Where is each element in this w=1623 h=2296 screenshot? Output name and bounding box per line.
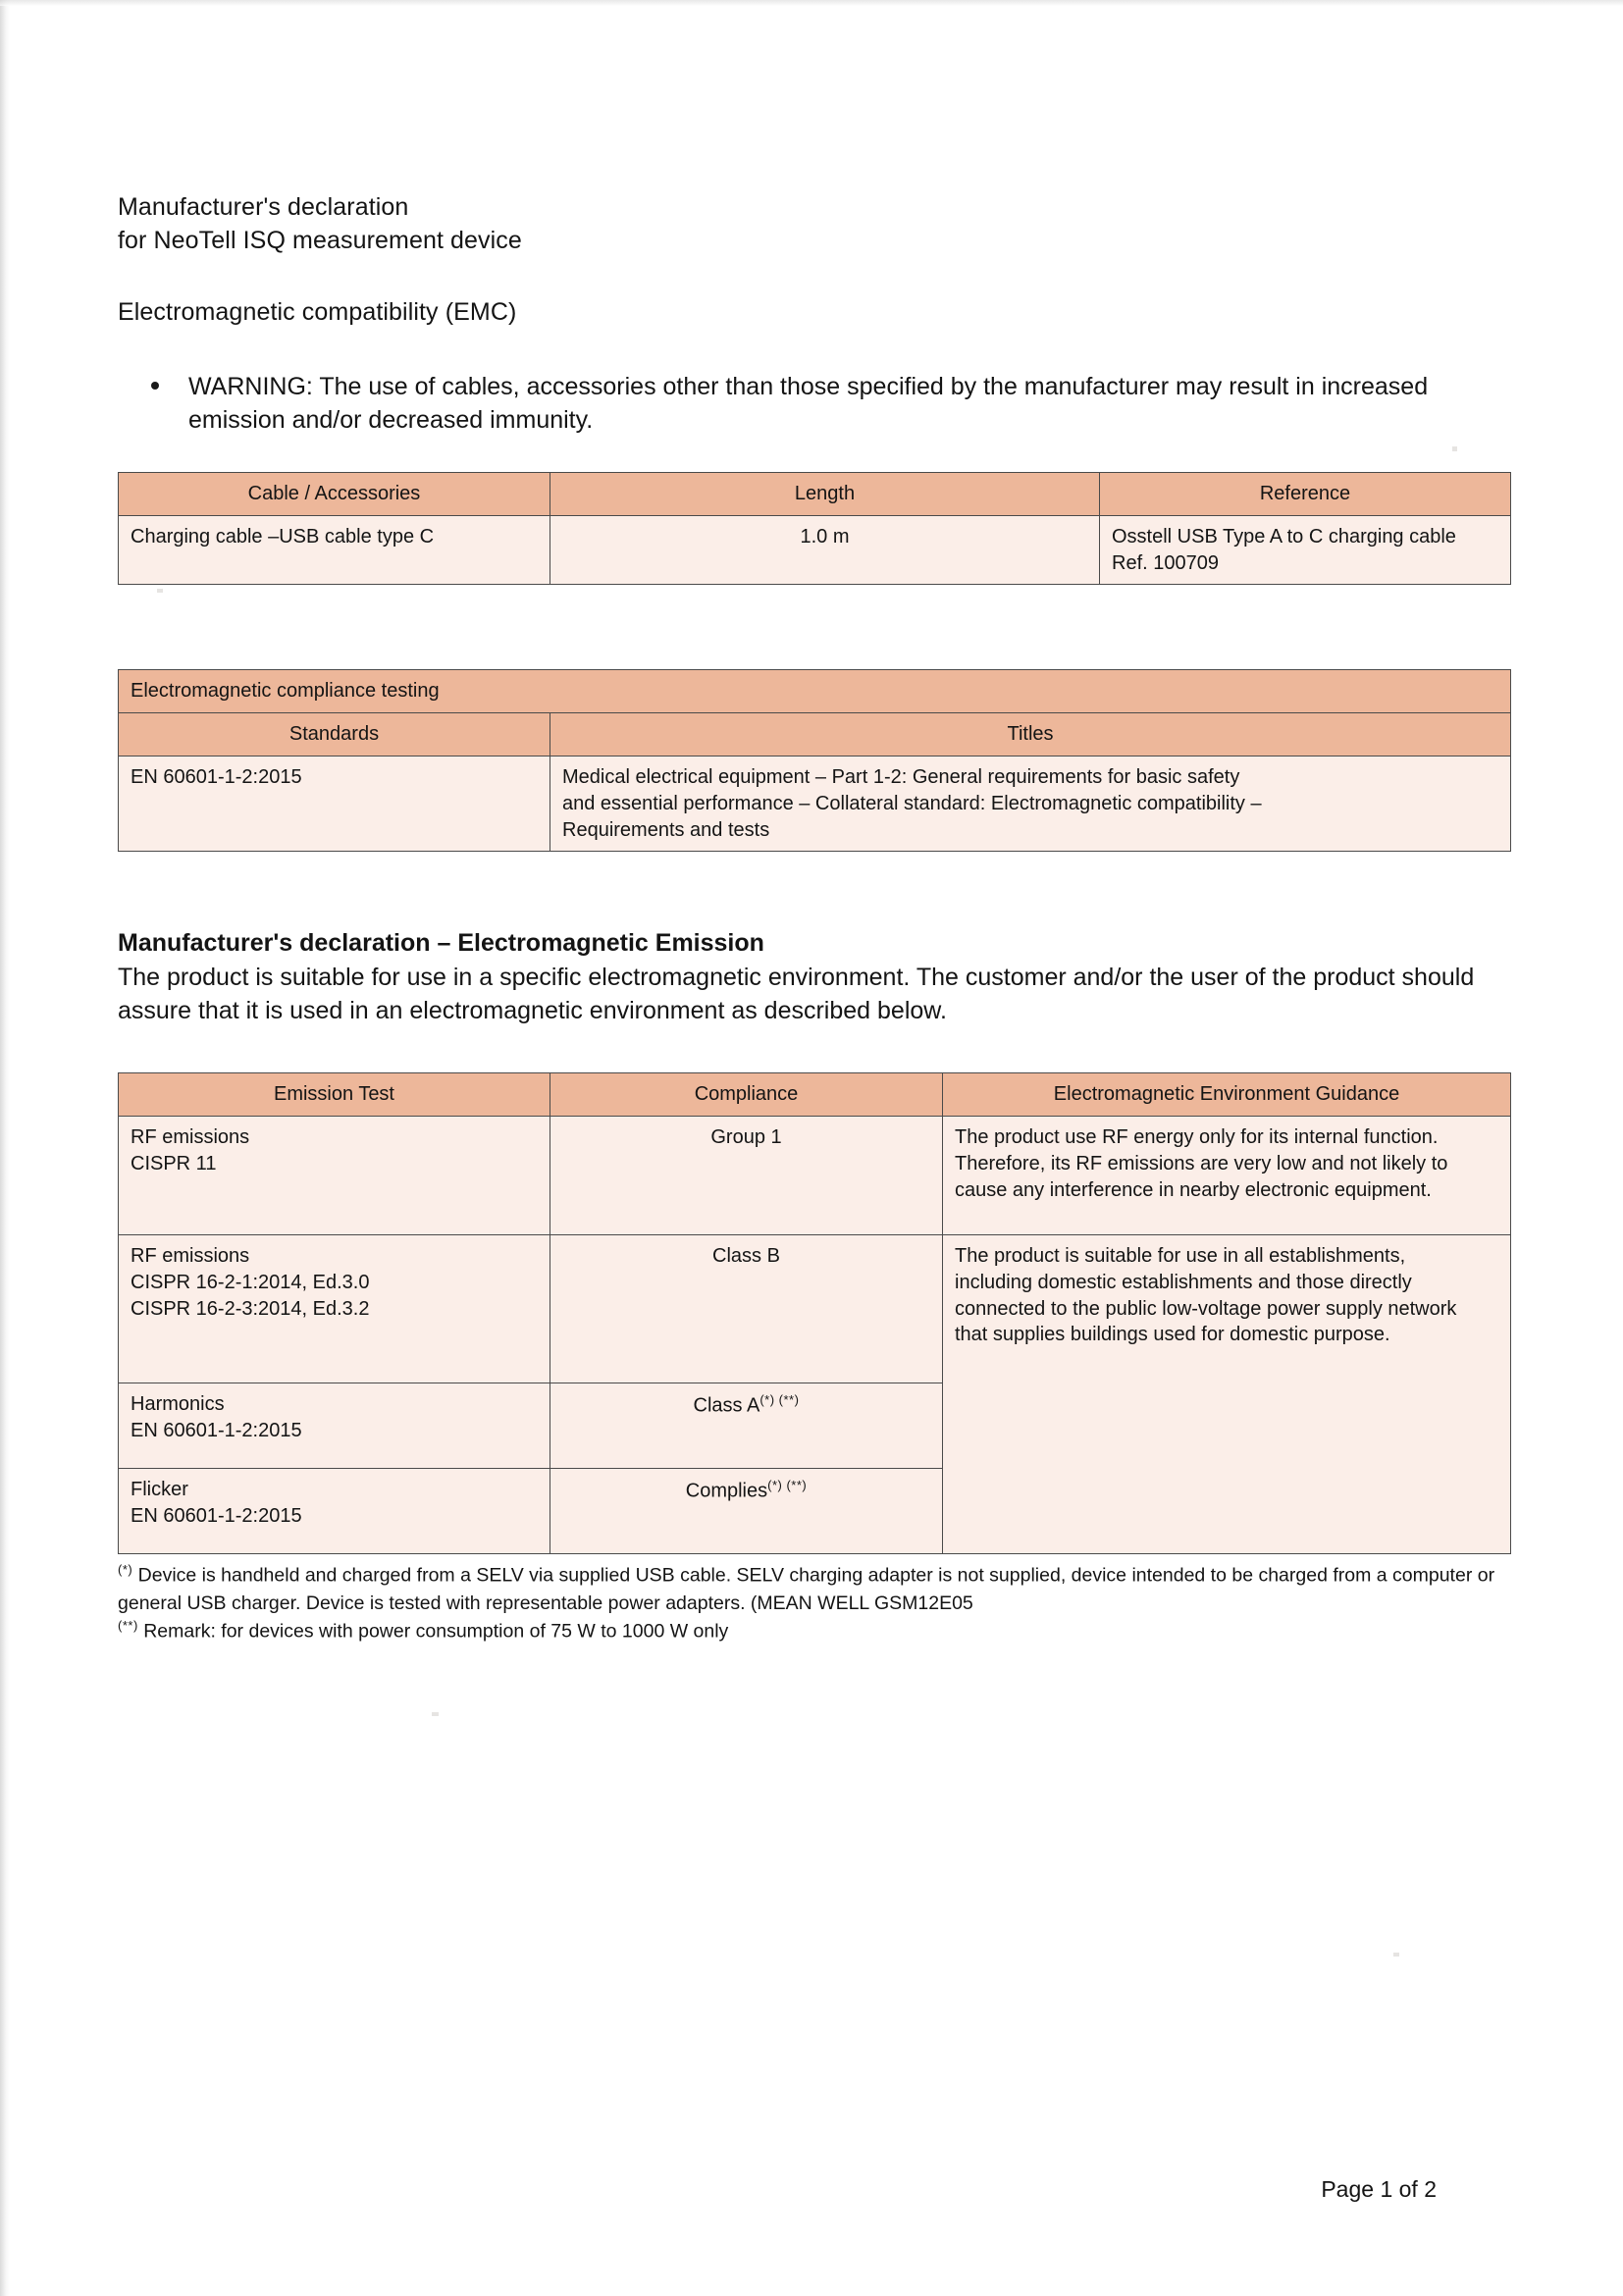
title-line-1: Manufacturer's declaration — [118, 193, 409, 221]
cell-length: 1.0 m — [550, 515, 1100, 585]
guidance-line-2: Therefore, its RF emissions are very low and not likely to — [955, 1152, 1448, 1174]
cell-guidance — [943, 1116, 1511, 1234]
guidance-line-4: that supplies buildings used for domestic purpose. — [955, 1324, 1390, 1346]
caption-compliance-testing: Electromagnetic compliance testing — [119, 670, 1511, 713]
emission-declaration-block — [118, 926, 1492, 1027]
footnote-2-text: Remark: for devices with power consumption of 75 W to 1000 W only — [143, 1620, 729, 1643]
test-line-2: CISPR 16-2-1:2014, Ed.3.0 — [131, 1271, 370, 1293]
emc-section-title: Electromagnetic compatibility (EMC) — [118, 298, 517, 326]
scan-edge-top — [0, 0, 1623, 6]
guidance-line-1: The product is suitable for use in all establishments, — [955, 1244, 1406, 1267]
reference-line-1: Osstell USB Type A to C charging cable — [1112, 525, 1456, 548]
table-header-row — [119, 473, 1511, 516]
cell-compliance — [550, 1383, 943, 1468]
footnote-2-marker: (**) — [118, 1617, 138, 1633]
scan-speck — [432, 1712, 439, 1716]
cell-guidance — [943, 1234, 1511, 1553]
title-line-1: Medical electrical equipment – Part 1-2: General requirements for basic safety — [562, 765, 1240, 788]
test-line-2: EN 60601-1-2:2015 — [131, 1419, 302, 1441]
guidance-line-3: cause any interference in nearby electronic equipment. — [955, 1178, 1432, 1201]
table-header-row — [119, 1073, 1511, 1117]
cell-emission-test — [119, 1383, 550, 1468]
footnote-1-marker: (*) — [118, 1561, 133, 1577]
footnotes-block — [118, 1561, 1511, 1645]
scan-edge-left — [0, 0, 10, 2296]
compliance-footnote-marks: (*) (**) — [759, 1391, 800, 1407]
compliance-value: Class A — [693, 1394, 760, 1417]
page-footer: Page 1 of 2 — [1321, 2176, 1437, 2202]
header-environment-guidance: Electromagnetic Environment Guidance — [943, 1073, 1511, 1117]
bullet-icon — [151, 382, 159, 390]
emission-heading: Manufacturer's declaration – Electromagnetic Emission — [118, 929, 764, 958]
cell-title — [550, 756, 1511, 851]
warning-text: WARNING: The use of cables, accessories other than those specified by the manufacturer may result in increased emission and/or decreased immunity. — [188, 373, 1429, 434]
cell-compliance: Group 1 — [550, 1116, 943, 1234]
emission-test-table — [118, 1072, 1511, 1554]
test-line-1: RF emissions — [131, 1125, 250, 1148]
reference-line-2: Ref. 100709 — [1112, 551, 1219, 574]
title-line-2: for NeoTell ISQ measurement device — [118, 226, 522, 254]
footnote-1 — [118, 1561, 1511, 1617]
document-content — [118, 191, 1511, 1645]
title-line-3: Requirements and tests — [562, 818, 770, 841]
test-line-2: EN 60601-1-2:2015 — [131, 1504, 302, 1527]
table-row — [119, 1116, 1511, 1234]
header-compliance: Compliance — [550, 1073, 943, 1117]
scan-speck — [1393, 1953, 1399, 1957]
cell-emission-test — [119, 1116, 550, 1234]
compliance-value: Complies — [685, 1480, 768, 1502]
test-line-1: Harmonics — [131, 1392, 225, 1415]
test-line-1: RF emissions — [131, 1244, 250, 1267]
guidance-line-2: including domestic establishments and those directly — [955, 1271, 1412, 1293]
emission-paragraph: The product is suitable for use in a specific electromagnetic environment. The customer and/or the user of the product should assure that it is used in an electromagnetic environment as described below. — [118, 963, 1475, 1024]
header-emission-test: Emission Test — [119, 1073, 550, 1117]
header-length: Length — [550, 473, 1100, 516]
header-titles: Titles — [550, 713, 1511, 757]
footnote-2 — [118, 1617, 1511, 1645]
header-cable-accessories: Cable / Accessories — [119, 473, 550, 516]
cell-emission-test — [119, 1468, 550, 1553]
guidance-line-1: The product use RF energy only for its internal function. — [955, 1125, 1439, 1148]
cell-compliance — [550, 1468, 943, 1553]
compliance-footnote-marks: (*) (**) — [767, 1477, 808, 1492]
table-header-row — [119, 713, 1511, 757]
test-line-2: CISPR 11 — [131, 1152, 217, 1174]
header-standards: Standards — [119, 713, 550, 757]
cell-standard: EN 60601-1-2:2015 — [119, 756, 550, 851]
warning-list — [118, 370, 1511, 437]
document-title-block — [118, 191, 1511, 257]
table-caption-row — [119, 670, 1511, 713]
test-line-1: Flicker — [131, 1478, 188, 1500]
guidance-line-3: connected to the public low-voltage power supply network — [955, 1297, 1457, 1320]
warning-list-item — [118, 370, 1511, 437]
cell-compliance: Class B — [550, 1234, 943, 1383]
footnote-1-text: Device is handheld and charged from a SELV via supplied USB cable. SELV charging adapter is not supplied, device intended to be charged from a computer or general USB charger. Device is tested with representable power adapters. (MEAN WELL GSM12E05 — [118, 1564, 1495, 1614]
table-row — [119, 756, 1511, 851]
cell-reference — [1100, 515, 1511, 585]
test-line-3: CISPR 16-2-3:2014, Ed.3.2 — [131, 1297, 370, 1320]
cable-accessories-table — [118, 472, 1511, 585]
table-row — [119, 515, 1511, 585]
header-reference: Reference — [1100, 473, 1511, 516]
compliance-testing-table — [118, 669, 1511, 852]
table-row — [119, 1234, 1511, 1383]
cell-cable: Charging cable –USB cable type C — [119, 515, 550, 585]
cell-emission-test — [119, 1234, 550, 1383]
title-line-2: and essential performance – Collateral standard: Electromagnetic compatibility – — [562, 792, 1262, 814]
